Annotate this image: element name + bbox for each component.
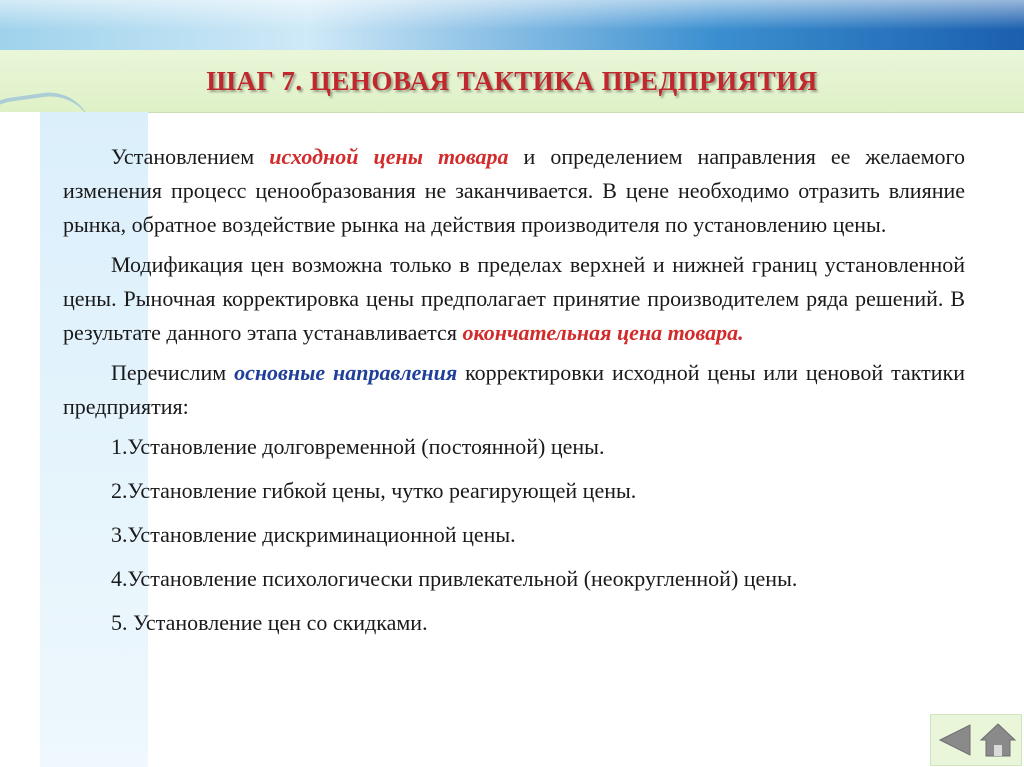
top-decorative-band xyxy=(0,0,1024,50)
slide-content xyxy=(63,140,965,650)
list-item: 3.Установление дискриминационной цены. xyxy=(111,522,516,547)
paragraph-2-highlight: окончательная цена товара. xyxy=(462,320,744,345)
back-button[interactable] xyxy=(936,721,974,759)
list-item: 2.Установление гибкой цены, чутко реагирующей цены. xyxy=(111,478,637,503)
paragraph-2-text: Модификация цен возможна только в пределах верхней и нижней границ установленной цены. Рыночная корректировка цены предполагает принятие производителем ряда решений. В результате данного этапа устанавливается xyxy=(63,252,965,345)
paragraph-3 xyxy=(63,356,965,424)
list-item: 4.Установление психологически привлекательной (неокругленной) цены. xyxy=(111,566,798,591)
list-item: 1.Установление долговременной (постоянной) цены. xyxy=(111,434,605,459)
paragraph-3-highlight: основные направления xyxy=(234,360,458,385)
triangle-left-icon xyxy=(936,721,974,759)
paragraph-3-text-end: корректировки исходной цены или ценовой тактики предприятия: xyxy=(63,360,966,419)
band-highlight xyxy=(0,0,1024,50)
navigation-panel xyxy=(930,714,1022,766)
paragraph-3-text-start: Перечислим xyxy=(111,360,235,385)
paragraph-1-text-end: и определением направления ее желаемого изменения процесс ценообразования не заканчивается. В цене необходимо отразить влияние рынка, обратное воздействие рынка на действия производителя по установлению цены. xyxy=(63,144,966,237)
paragraph-2 xyxy=(63,248,965,350)
home-button[interactable] xyxy=(979,721,1017,759)
paragraph-1-text-start: Установлением xyxy=(111,144,270,169)
slide-title: ШАГ 7. ЦЕНОВАЯ ТАКТИКА ПРЕДПРИЯТИЯ xyxy=(206,66,818,96)
left-margin xyxy=(0,112,40,767)
paragraph-1 xyxy=(63,140,965,242)
paragraph-1-highlight: исходной цены товара xyxy=(269,144,509,169)
list-item: 5. Установление цен со скидками. xyxy=(111,610,428,635)
house-icon xyxy=(979,721,1017,759)
